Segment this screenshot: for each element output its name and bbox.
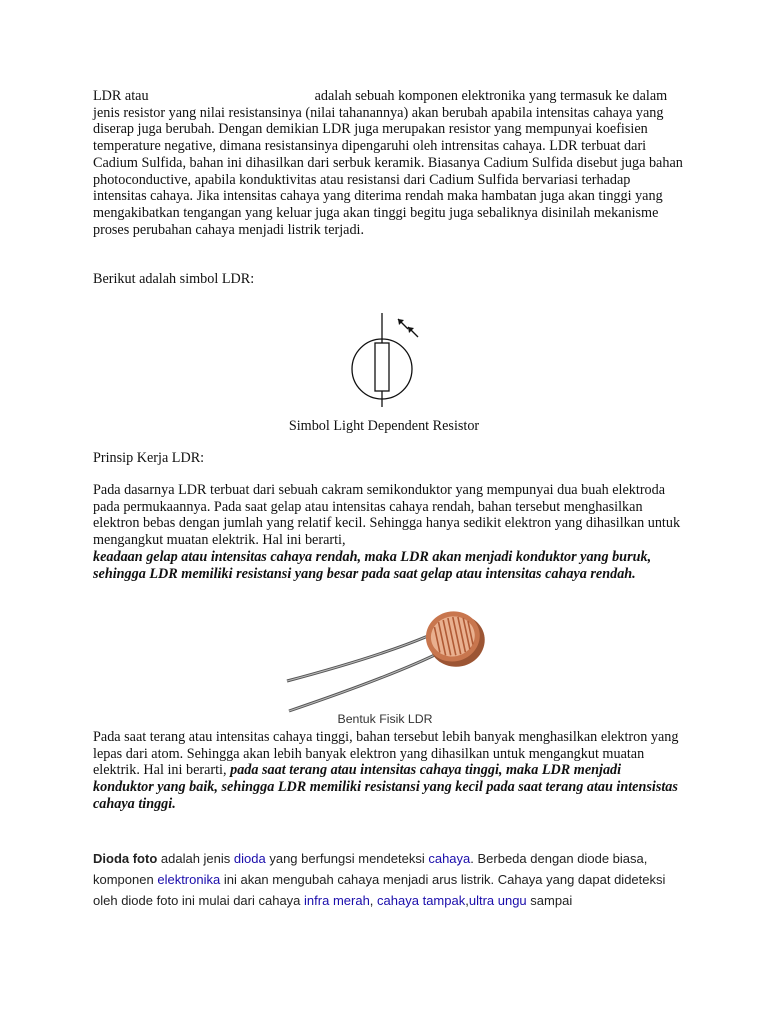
photodiode-text-1: adalah jenis [160, 851, 231, 866]
photodiode-text-3: . Berbeda dengan diode biasa, komponen [93, 851, 648, 887]
intro-label: LDR atau [93, 88, 149, 104]
photodiode-paragraph [93, 848, 683, 911]
link-dioda[interactable]: dioda [233, 851, 266, 866]
photodiode-text-2: yang berfungsi mendeteksi [269, 851, 425, 866]
photodiode-comma-1: , [369, 893, 374, 908]
light-text: Pada saat terang atau intensitas cahaya tinggi, bahan tersebut lebih banyak menghasilkan elektron yang lepas dari atom. Sehingga akan lebih banyak elektron yang dihasilkan untuk mengangkut muatan elektrik. Hal ini berarti, [93, 729, 679, 779]
intro-text: adalah sebuah komponen elektronika yang termasuk ke dalam jenis resistor yang nilai resistansinya (nilai tahanannya) akan berubah apabila intensitas cahaya yang diserap juga berubah. Dengan demikian LDR juga merupakan resistor yang mempunyai koefisien temperature negative, dimana resistansinya dipengaruhi oleh intrensitas cahaya. LDR terbuat dari Cadium Sulfida, bahan ini dihasilkan dari serbuk keramik. Biasanya Cadium Sulfida disebut juga bahan photoconductive, apabila konduktivitas atau resistansi dari Cadium Sulfida bervariasi terhadap intensitas cahaya. Jika intensitas cahaya yang diterima rendah maka hambatan juga akan tinggi yang mengakibatkan tengangan yang keluar juga akan tinggi begitu juga sebaliknya disinilah mekanisme proses perubahan cahaya menjadi listrik terjadi. [93, 88, 683, 238]
ldr-photo-icon [285, 605, 485, 717]
symbol-intro: Berikut adalah simbol LDR: [93, 271, 255, 287]
principle-title: Prinsip Kerja LDR: [93, 450, 205, 466]
principle-paragraph [93, 482, 683, 582]
link-ultra-ungu[interactable]: ultra ungu [468, 893, 527, 908]
light-paragraph [93, 729, 683, 813]
symbol-caption: Simbol Light Dependent Resistor [288, 418, 480, 434]
link-cahaya[interactable]: cahaya [428, 851, 471, 866]
link-cahaya-tampak[interactable]: cahaya tampak [377, 893, 466, 908]
light-emphasis: pada saat terang atau intensitas cahaya tinggi, maka LDR menjadi konduktor yang baik, sehingga LDR memiliki resistansi yang kecil pada saat terang atau intensistas cahaya tinggi. [93, 762, 678, 812]
intro-paragraph [93, 88, 683, 238]
link-infra-merah[interactable]: infra merah [304, 893, 370, 908]
principle-text: Pada dasarnya LDR terbuat dari sebuah cakram semikonduktor yang mempunyai dua buah elektroda pada permukaannya. Pada saat gelap atau intensitas cahaya rendah, bahan tersebut menghasilkan elektron bebas dengan jumlah yang relatif kecil. Sehingga hanya sedikit elektron yang dihasilkan untuk mengangkut muatan elektrik. Hal ini berarti, [93, 482, 681, 549]
photodiode-comma-2: , [465, 893, 469, 908]
photodiode-text-4: ini akan mengubah cahaya menjadi arus listrik. Cahaya yang dapat dideteksi oleh diode foto ini mulai dari cahaya [93, 872, 666, 908]
ldr-symbol-icon [340, 305, 430, 415]
link-elektronika[interactable]: elektronika [157, 872, 221, 887]
photodiode-term: Dioda foto [93, 851, 158, 866]
photo-caption: Bentuk Fisik LDR [337, 712, 433, 726]
photodiode-text-5: sampai [530, 893, 573, 908]
principle-emphasis: keadaan gelap atau intensitas cahaya rendah, maka LDR akan menjadi konduktor yang buruk, sehingga LDR memiliki resistansi yang besar pada saat gelap atau intensitas cahaya rendah. [93, 548, 652, 582]
